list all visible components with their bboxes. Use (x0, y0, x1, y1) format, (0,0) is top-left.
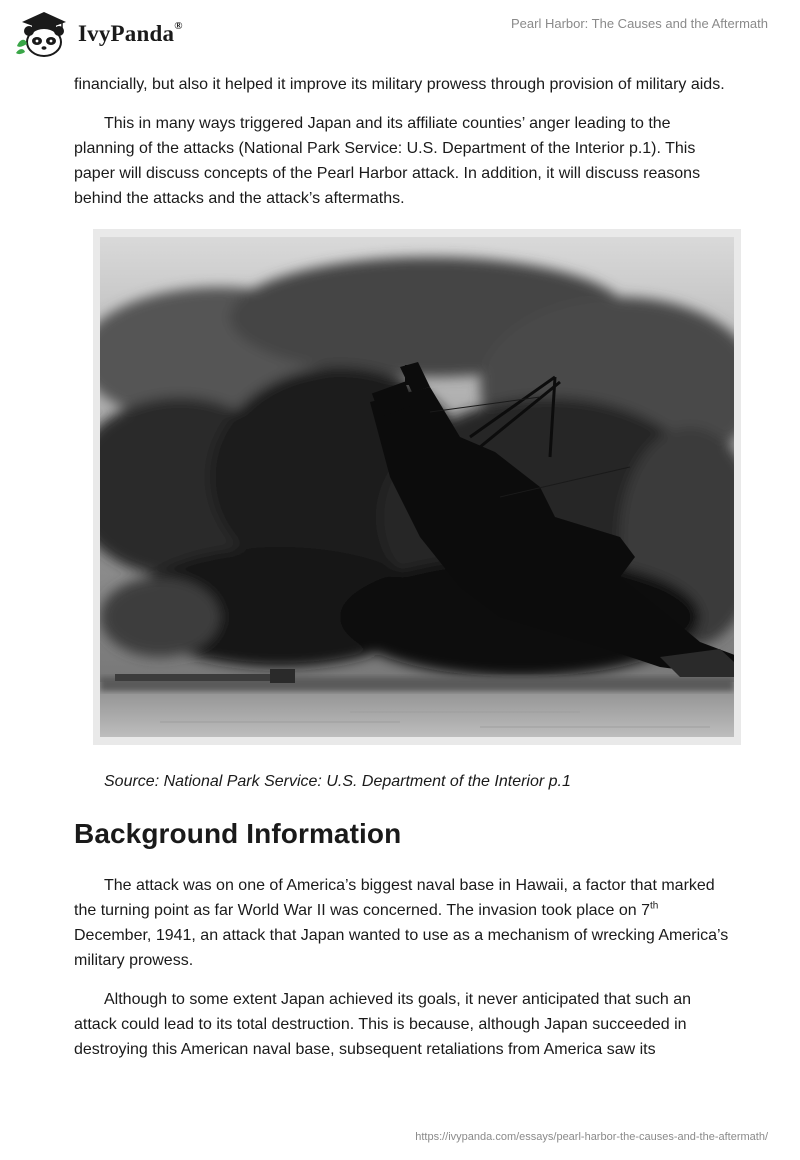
essay-figure (93, 229, 741, 745)
document-title: Pearl Harbor: The Causes and the Aftermath (510, 16, 768, 31)
panda-graduate-icon (14, 8, 74, 60)
paragraph-4: Although to some extent Japan achieved its goals, it never anticipated that such an attack could lead to its total destruction. This is because, although Japan succeeded in destroying this American naval base, subsequent retaliations from America saw its (74, 991, 692, 1058)
paragraph-2: This in many ways triggered Japan and its affiliate counties’ anger leading to the planning of the attacks (National Park Service: U.S. Department of the Interior p.1). This paper will discuss concepts of the Pearl Harbor attack. In addition, it will discuss reasons behind the attacks and the attack’s aftermaths. (74, 115, 701, 207)
brand-name: IvyPanda® (78, 20, 183, 46)
paragraph-3: The attack was on one of America’s biggest naval base in Hawaii, a factor that marked the turning point as far World War II was concerned. The invasion took place on 7th December, 1941, an attack that Japan wanted to use as a mechanism of wrecking America’s military prowess. (74, 877, 729, 969)
paragraph-1: financially, but also it helped it improve its military prowess through provision of military aids. (74, 76, 725, 93)
essay-body (74, 72, 734, 1076)
figure-caption: Source: National Park Service: U.S. Department of the Interior p.1 (104, 773, 571, 790)
ivypanda-logo[interactable] (14, 8, 183, 60)
section-heading: Background Information (74, 818, 402, 849)
source-url[interactable]: https://ivypanda.com/essays/pearl-harbor-the-causes-and-the-aftermath/ (415, 1131, 768, 1143)
pearl-harbor-photo (100, 237, 734, 737)
page-header (0, 0, 800, 70)
